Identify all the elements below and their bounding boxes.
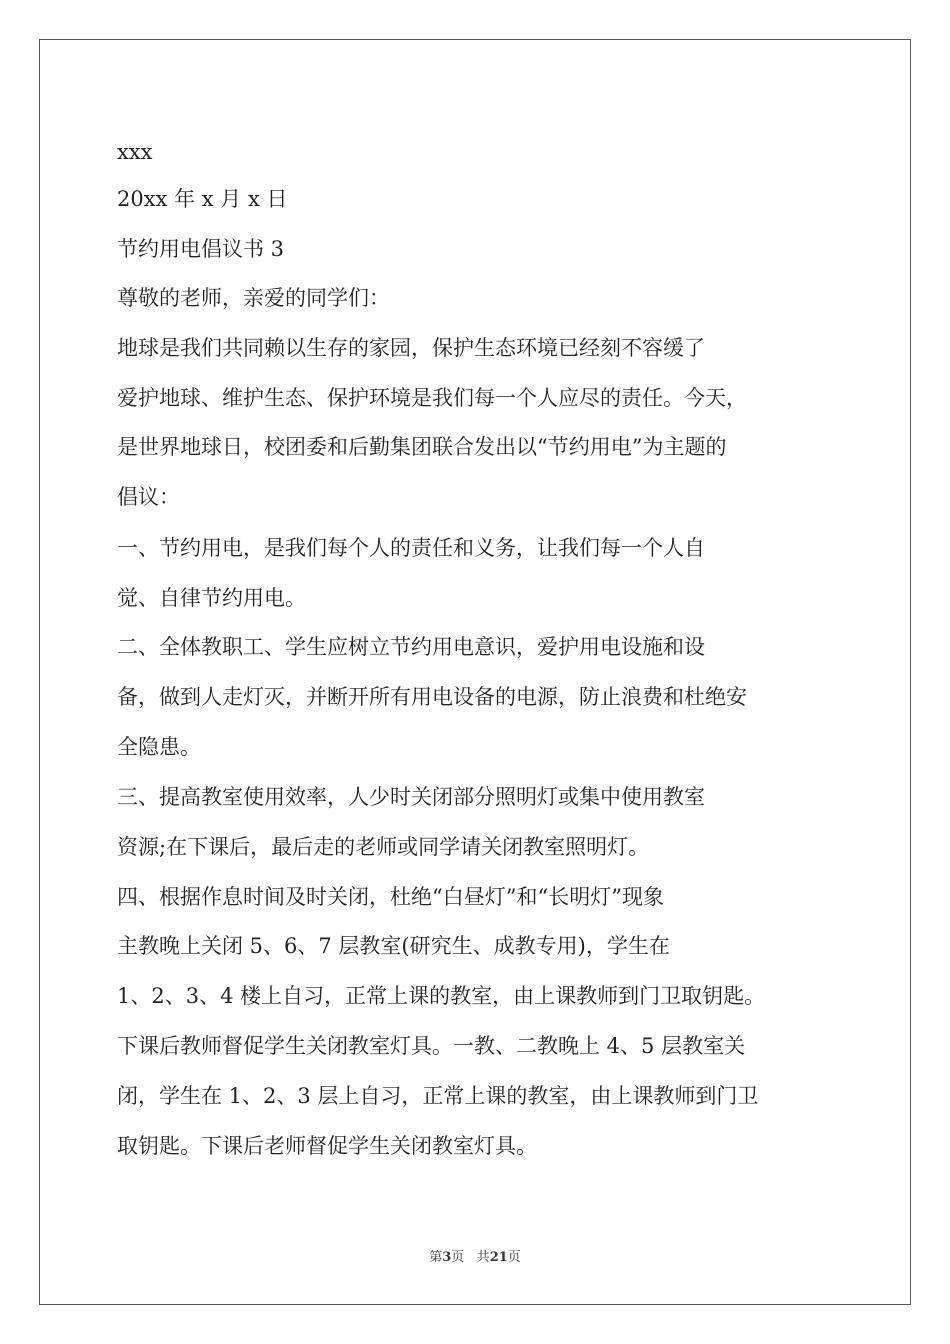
footer-prefix: 第: [429, 1250, 443, 1265]
body-line: 资源;在下课后，最后走的老师或同学请关闭教室照明灯。: [117, 835, 650, 859]
body-line: 爱护地球、维护生态、保护环境是我们每一个人应尽的责任。今天，: [117, 386, 747, 410]
body-line: 取钥匙。下课后老师督促学生关闭教室灯具。: [117, 1134, 537, 1158]
body-line: 觉、自律节约用电。: [117, 586, 306, 610]
body-line: 备，做到人走灯灭，并断开所有用电设备的电源，防止浪费和杜绝安: [117, 685, 747, 709]
body-line: 下课后教师督促学生关闭教室灯具。一教、二教晚上 4、5 层教室关: [117, 1034, 746, 1058]
signature: xxx: [117, 140, 153, 164]
body-line: 倡议：: [117, 485, 180, 509]
body-line: 主教晚上关闭 5、6、7 层教室(研究生、成教专用)，学生在: [117, 934, 670, 958]
body-line: 闭，学生在 1、2、3 层上自习，正常上课的教室，由上课教师到门卫: [117, 1084, 759, 1108]
salutation: 尊敬的老师，亲爱的同学们：: [117, 286, 390, 310]
body-line: 四、根据作息时间及时关闭，杜绝“白昼灯”和“长明灯”现象: [117, 885, 664, 909]
page-footer: [0, 1246, 950, 1265]
date: 20xx 年 x 月 x 日: [117, 187, 288, 211]
document-title: 节约用电倡议书 3: [117, 237, 285, 261]
footer-total-prefix: 共: [476, 1250, 490, 1265]
footer-page-word: 页: [451, 1250, 465, 1265]
footer-total-suffix: 页: [507, 1250, 521, 1265]
current-page-number: 3: [442, 1250, 452, 1265]
body-line: 地球是我们共同赖以生存的家园，保护生态环境已经刻不容缓了: [117, 336, 705, 360]
total-pages-number: 21: [489, 1250, 508, 1265]
body-line: 是世界地球日，校团委和后勤集团联合发出以“节约用电”为主题的: [117, 435, 727, 459]
body-line: 一、节约用电，是我们每个人的责任和义务，让我们每一个人自: [117, 536, 705, 560]
body-line: 全隐患。: [117, 735, 201, 759]
body-line: 二、全体教职工、学生应树立节约用电意识，爱护用电设施和设: [117, 635, 705, 659]
body-line: 三、提高教室使用效率，人少时关闭部分照明灯或集中使用教室: [117, 785, 705, 809]
body-line: 1、2、3、4 楼上自习，正常上课的教室，由上课教师到门卫取钥匙。: [117, 984, 766, 1008]
page-border: [39, 39, 911, 1305]
